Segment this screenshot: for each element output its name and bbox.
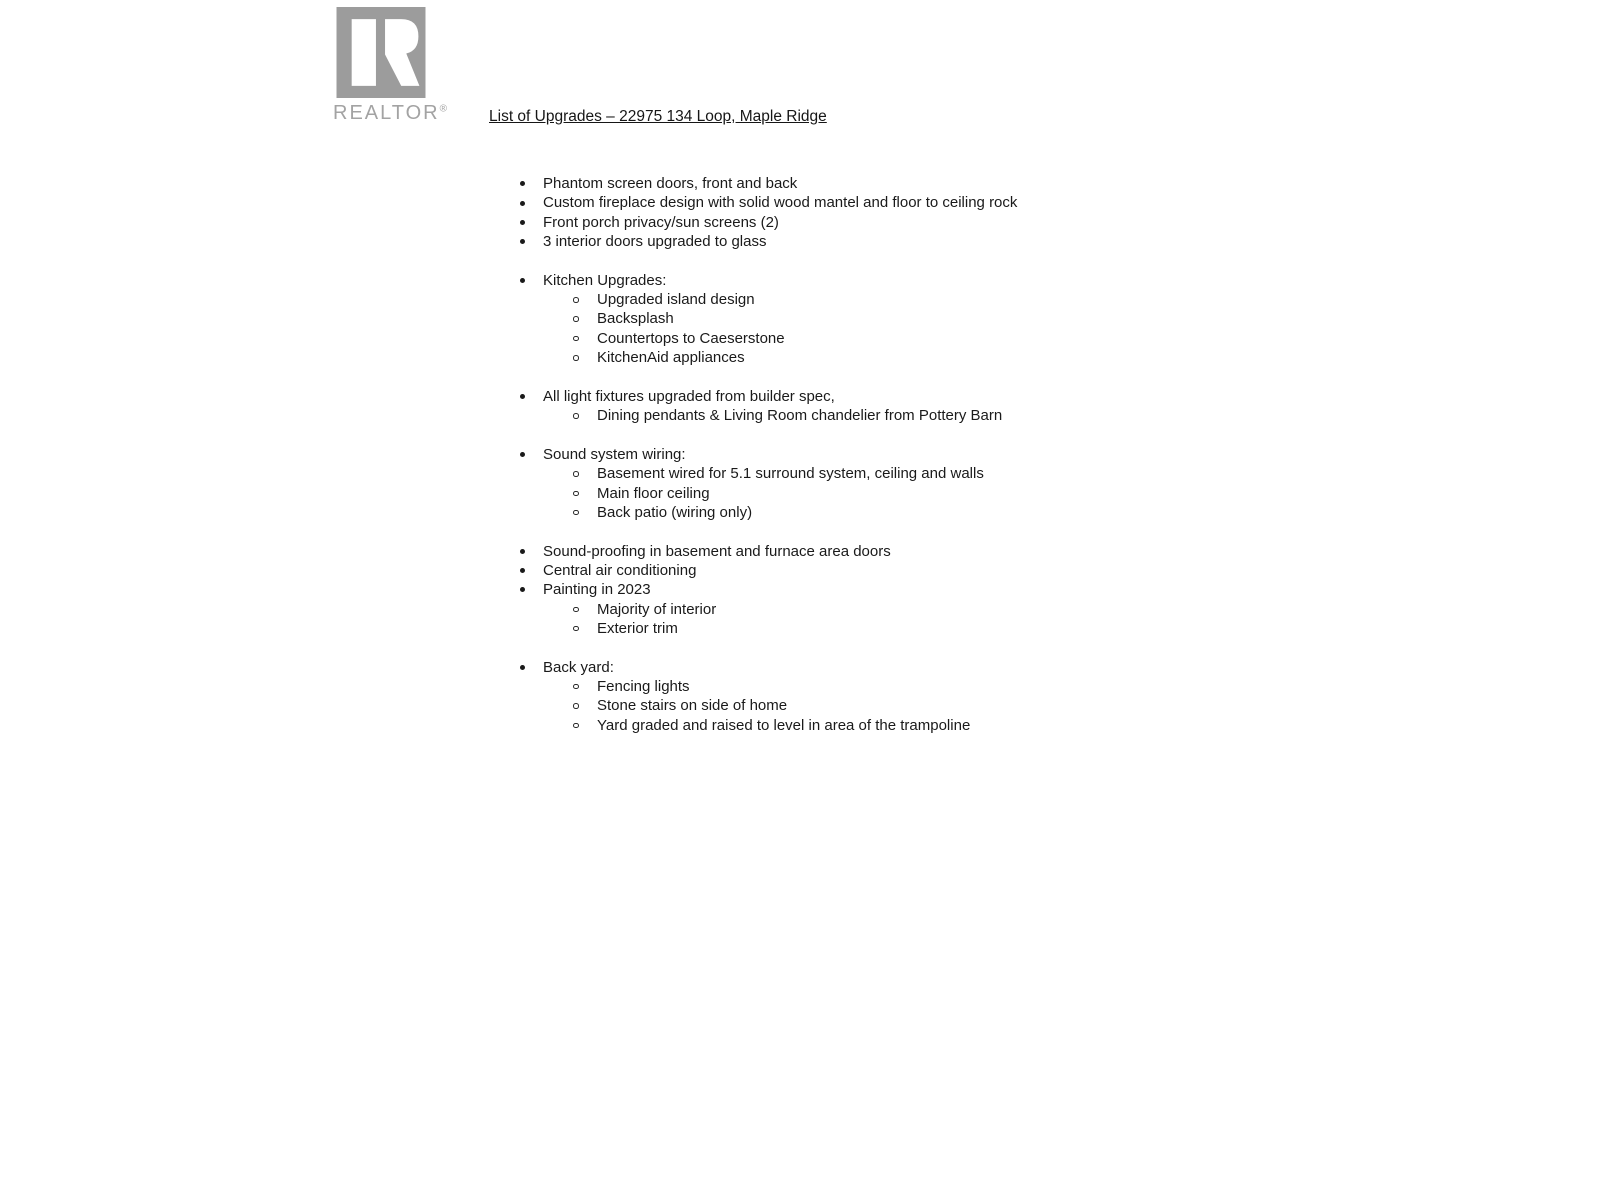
bullet-item	[519, 542, 1139, 561]
bullet-dot-icon	[520, 181, 525, 186]
registered-trademark-symbol: ®	[439, 103, 447, 115]
bullet-circle-icon	[573, 297, 579, 303]
bullet-dot-icon	[520, 549, 525, 554]
bullet-circle-icon	[573, 336, 579, 342]
bullet-item-text: Back yard:	[543, 658, 614, 676]
sub-bullet-item	[519, 290, 1139, 309]
bullet-dot-icon	[520, 568, 525, 573]
realtor-logo-wordmark	[333, 102, 446, 125]
realtor-logo	[333, 7, 447, 125]
upgrade-list	[519, 174, 1139, 735]
bullet-circle-icon	[573, 723, 579, 729]
bullet-item-text: KitchenAid appliances	[597, 349, 745, 367]
bullet-item-text: Basement wired for 5.1 surround system, ceiling and walls	[597, 465, 984, 483]
sub-bullet-item	[519, 677, 1139, 696]
bullet-group	[519, 658, 1139, 735]
realtor-logo-icon	[336, 7, 426, 98]
sub-bullet-item	[519, 406, 1139, 425]
bullet-item-text: Central air conditioning	[543, 561, 697, 579]
bullet-item-text: Dining pendants & Living Room chandelier from Pottery Barn	[597, 407, 1003, 425]
bullet-item-text: Kitchen Upgrades:	[543, 271, 667, 289]
bullet-item-text: Countertops to Caeserstone	[597, 329, 785, 347]
sub-bullet-item	[519, 464, 1139, 483]
bullet-item	[519, 193, 1139, 212]
sub-bullet-item	[519, 716, 1139, 735]
bullet-item-text: Fencing lights	[597, 677, 690, 695]
bullet-item	[519, 658, 1139, 677]
bullet-item-text: Yard graded and raised to level in area of the trampoline	[597, 716, 971, 734]
bullet-group	[519, 271, 1139, 368]
bullet-item-text: Back patio (wiring only)	[597, 503, 753, 521]
document-title: List of Upgrades – 22975 134 Loop, Maple Ridge	[489, 108, 827, 125]
bullet-item-text: 3 interior doors upgraded to glass	[543, 233, 767, 251]
bullet-group	[519, 445, 1139, 522]
bullet-group	[519, 542, 1139, 639]
bullet-item	[519, 213, 1139, 232]
bullet-circle-icon	[573, 510, 579, 516]
bullet-item-text: Exterior trim	[597, 619, 678, 637]
sub-bullet-item	[519, 696, 1139, 715]
bullet-item-text: Phantom screen doors, front and back	[543, 175, 798, 192]
bullet-item	[519, 232, 1139, 251]
bullet-item-text: Sound system wiring:	[543, 445, 686, 463]
bullet-dot-icon	[520, 239, 525, 244]
bullet-dot-icon	[520, 665, 525, 670]
sub-bullet-item	[519, 503, 1139, 522]
bullet-item	[519, 387, 1139, 406]
bullet-item-text: Painting in 2023	[543, 581, 651, 599]
realtor-wordmark-text: REALTOR	[333, 102, 440, 124]
bullet-item-text: Backsplash	[597, 310, 674, 328]
bullet-item-text: Custom fireplace design with solid wood mantel and floor to ceiling rock	[543, 194, 1018, 212]
bullet-item	[519, 174, 1139, 193]
bullet-circle-icon	[573, 703, 579, 709]
bullet-dot-icon	[520, 278, 525, 283]
bullet-circle-icon	[573, 607, 579, 613]
sub-bullet-item	[519, 309, 1139, 328]
bullet-item-text: Majority of interior	[597, 600, 717, 618]
bullet-item-text: All light fixtures upgraded from builder spec,	[543, 387, 835, 405]
sub-bullet-item	[519, 619, 1139, 638]
bullet-item-text: Stone stairs on side of home	[597, 697, 788, 715]
bullet-circle-icon	[573, 355, 579, 361]
bullet-circle-icon	[573, 471, 579, 477]
bullet-item	[519, 445, 1139, 464]
bullet-dot-icon	[520, 587, 525, 592]
bullet-dot-icon	[520, 452, 525, 457]
bullet-item-text: Front porch privacy/sun screens (2)	[543, 213, 779, 231]
bullet-circle-icon	[573, 684, 579, 690]
bullet-circle-icon	[573, 316, 579, 322]
sub-bullet-item	[519, 348, 1139, 367]
bullet-circle-icon	[573, 413, 579, 419]
bullet-item	[519, 580, 1139, 599]
bullet-group	[519, 174, 1139, 251]
bullet-item-text: Upgraded island design	[597, 291, 755, 309]
sub-bullet-item	[519, 329, 1139, 348]
sub-bullet-item	[519, 600, 1139, 619]
bullet-item	[519, 561, 1139, 580]
bullet-group	[519, 387, 1139, 426]
realtor-logo-r-stem	[352, 19, 376, 86]
bullet-circle-icon	[573, 626, 579, 632]
sub-bullet-item	[519, 484, 1139, 503]
bullet-dot-icon	[520, 220, 525, 225]
bullet-dot-icon	[520, 394, 525, 399]
bullet-item-text: Main floor ceiling	[597, 484, 710, 502]
bullet-circle-icon	[573, 491, 579, 497]
bullet-item-text: Sound-proofing in basement and furnace area doors	[543, 542, 891, 560]
bullet-dot-icon	[520, 201, 525, 206]
bullet-item	[519, 271, 1139, 290]
